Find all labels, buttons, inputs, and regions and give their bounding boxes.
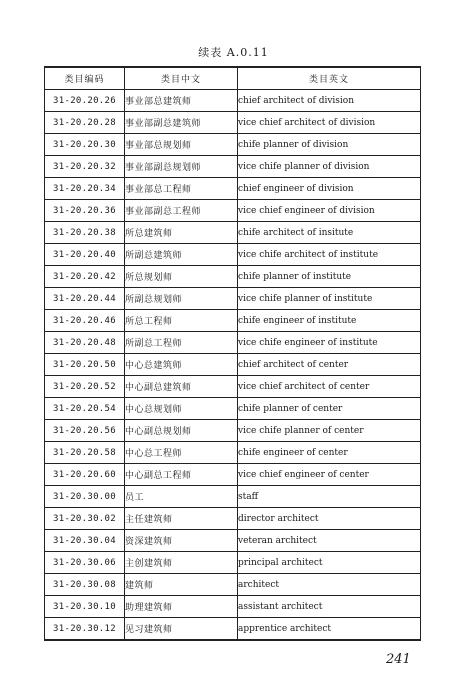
cell-chinese: 助理建筑师	[125, 596, 238, 618]
cell-english: chief architect of center	[238, 354, 421, 376]
cell-chinese: 资深建筑师	[125, 530, 238, 552]
table-row	[45, 332, 421, 354]
cell-chinese: 主任建筑师	[125, 508, 238, 530]
table-row	[45, 222, 421, 244]
cell-chinese: 所副总建筑师	[125, 244, 238, 266]
cell-code: 31-20.20.48	[45, 332, 125, 354]
cell-chinese: 中心总建筑师	[125, 354, 238, 376]
cell-english: chife engineer of institute	[238, 310, 421, 332]
cell-code: 31-20.20.42	[45, 266, 125, 288]
cell-chinese: 事业部副总工程师	[125, 200, 238, 222]
cell-code: 31-20.20.36	[45, 200, 125, 222]
cell-english: vice chief engineer of division	[238, 200, 421, 222]
cell-chinese: 见习建筑师	[125, 618, 238, 641]
cell-code: 31-20.20.26	[45, 90, 125, 112]
cell-code: 31-20.20.58	[45, 442, 125, 464]
cell-english: chife planner of center	[238, 398, 421, 420]
cell-code: 31-20.20.28	[45, 112, 125, 134]
cell-english: vice chief engineer of center	[238, 464, 421, 486]
table-row	[45, 574, 421, 596]
table-row	[45, 376, 421, 398]
cell-english: chife architect of insitute	[238, 222, 421, 244]
table-row	[45, 178, 421, 200]
cell-chinese: 事业部总规划师	[125, 134, 238, 156]
cell-chinese: 员工	[125, 486, 238, 508]
cell-english: principal architect	[238, 552, 421, 574]
cell-english: vice chief architect of center	[238, 376, 421, 398]
cell-code: 31-20.30.10	[45, 596, 125, 618]
cell-english: vice chife planner of division	[238, 156, 421, 178]
cell-code: 31-20.20.60	[45, 464, 125, 486]
table-row	[45, 508, 421, 530]
table-caption: 续表 A.0.11	[198, 46, 269, 59]
cell-english: vice chife architect of institute	[238, 244, 421, 266]
cell-code: 31-20.20.50	[45, 354, 125, 376]
table-row	[45, 354, 421, 376]
cell-english: architect	[238, 574, 421, 596]
cell-chinese: 事业部副总建筑师	[125, 112, 238, 134]
classification-table	[44, 66, 421, 641]
cell-code: 31-20.20.54	[45, 398, 125, 420]
cell-chinese: 所总工程师	[125, 310, 238, 332]
cell-english: vice chife engineer of institute	[238, 332, 421, 354]
header-english: 类目英文	[238, 67, 421, 90]
page-number: 241	[386, 652, 411, 667]
cell-chinese: 建筑师	[125, 574, 238, 596]
cell-code: 31-20.30.08	[45, 574, 125, 596]
cell-chinese: 中心副总规划师	[125, 420, 238, 442]
cell-english: veteran architect	[238, 530, 421, 552]
table-row	[45, 618, 421, 641]
cell-chinese: 中心总工程师	[125, 442, 238, 464]
cell-code: 31-20.30.12	[45, 618, 125, 641]
cell-english: apprentice architect	[238, 618, 421, 641]
table-row	[45, 90, 421, 112]
cell-code: 31-20.20.38	[45, 222, 125, 244]
table-row	[45, 288, 421, 310]
cell-code: 31-20.20.32	[45, 156, 125, 178]
cell-english: vice chief architect of division	[238, 112, 421, 134]
cell-chinese: 主创建筑师	[125, 552, 238, 574]
table-row	[45, 134, 421, 156]
cell-chinese: 事业部副总规划师	[125, 156, 238, 178]
cell-code: 31-20.20.44	[45, 288, 125, 310]
table-row	[45, 530, 421, 552]
table-row	[45, 156, 421, 178]
cell-code: 31-20.20.34	[45, 178, 125, 200]
cell-code: 31-20.30.02	[45, 508, 125, 530]
cell-english: assistant architect	[238, 596, 421, 618]
table-row	[45, 420, 421, 442]
cell-chinese: 事业部总建筑师	[125, 90, 238, 112]
table-row	[45, 596, 421, 618]
cell-chinese: 中心总规划师	[125, 398, 238, 420]
cell-chinese: 所副总规划师	[125, 288, 238, 310]
table-row	[45, 266, 421, 288]
cell-english: chife planner of division	[238, 134, 421, 156]
cell-english: staff	[238, 486, 421, 508]
cell-english: chife engineer of center	[238, 442, 421, 464]
cell-chinese: 所总建筑师	[125, 222, 238, 244]
cell-code: 31-20.20.56	[45, 420, 125, 442]
cell-chinese: 所总规划师	[125, 266, 238, 288]
cell-chinese: 事业部总工程师	[125, 178, 238, 200]
table-row	[45, 398, 421, 420]
cell-chinese: 中心副总工程师	[125, 464, 238, 486]
cell-code: 31-20.20.52	[45, 376, 125, 398]
table-row	[45, 310, 421, 332]
cell-code: 31-20.30.04	[45, 530, 125, 552]
cell-english: vice chife planner of institute	[238, 288, 421, 310]
cell-chinese: 所副总工程师	[125, 332, 238, 354]
cell-code: 31-20.30.00	[45, 486, 125, 508]
table-row	[45, 442, 421, 464]
table-header-row	[45, 67, 421, 90]
cell-english: vice chife planner of center	[238, 420, 421, 442]
header-code: 类目编码	[45, 67, 125, 90]
table-row	[45, 112, 421, 134]
table-row	[45, 200, 421, 222]
cell-english: chief architect of division	[238, 90, 421, 112]
header-chinese: 类目中文	[125, 67, 238, 90]
cell-english: director architect	[238, 508, 421, 530]
cell-code: 31-20.30.06	[45, 552, 125, 574]
cell-code: 31-20.20.46	[45, 310, 125, 332]
table-row	[45, 552, 421, 574]
cell-code: 31-20.20.30	[45, 134, 125, 156]
table-row	[45, 244, 421, 266]
table-row	[45, 464, 421, 486]
table-row	[45, 486, 421, 508]
cell-english: chife planner of institute	[238, 266, 421, 288]
cell-chinese: 中心副总建筑师	[125, 376, 238, 398]
cell-code: 31-20.20.40	[45, 244, 125, 266]
cell-english: chief engineer of division	[238, 178, 421, 200]
